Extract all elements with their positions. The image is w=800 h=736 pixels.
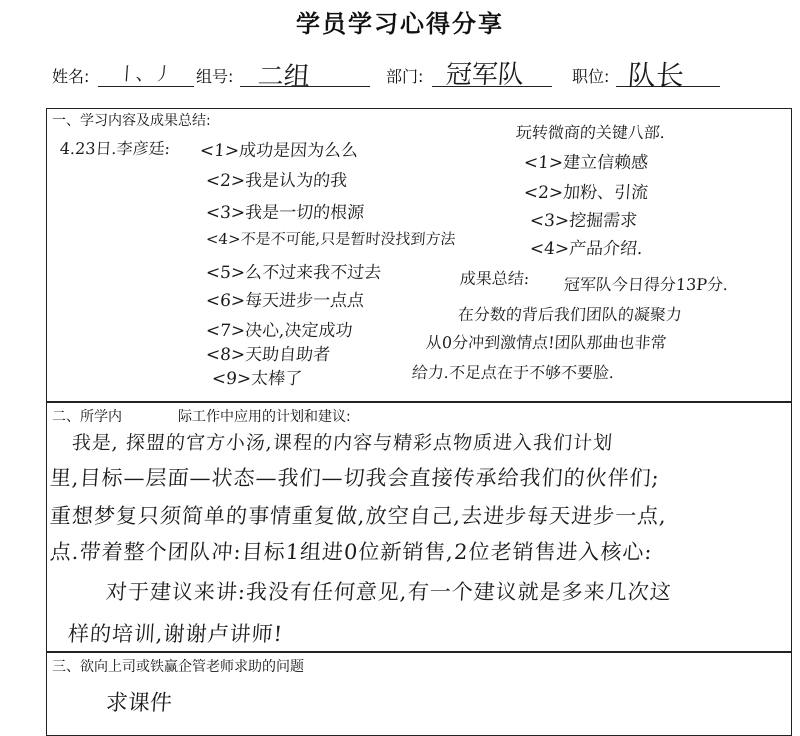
plan-line: 我是, 探盟的官方小汤,课程的内容与精彩点物质进入我们计划	[71, 432, 614, 454]
name-underline	[98, 86, 194, 87]
result-line: 在分数的背后我们团队的凝聚力	[457, 305, 683, 324]
study-date-line: 4.23日.李彦廷:	[59, 139, 171, 158]
section-1-title: 一、学习内容及成果总结:	[52, 110, 211, 130]
study-item: <6>每天进步一点点	[205, 291, 365, 311]
group-label: 组号:	[196, 67, 234, 86]
result-label: 成果总结:	[459, 269, 531, 288]
study-item: <2>我是认为的我	[205, 171, 348, 191]
help-request-answer: 求课件	[104, 691, 173, 716]
position-value: 队长	[626, 59, 686, 92]
study-item: <3>我是一切的根源	[205, 203, 365, 223]
result-line: 从0分冲到激情点!团队那曲也非常	[425, 333, 668, 352]
right-item: <4>产品介绍.	[529, 239, 644, 259]
position-label: 职位:	[572, 67, 610, 86]
study-item: <5>么不过来我不过去	[205, 263, 382, 283]
plan-line: 对于建议来讲:我没有任何意见,有一个建议就是多来几次这	[105, 580, 673, 604]
name-value: 丨、丿	[117, 64, 173, 85]
right-item: <2>加粉、引流	[523, 183, 649, 203]
plan-line: 重想梦复只须简单的事情重复做,放空自己,去进步每天进步一点,	[49, 504, 668, 528]
study-item: <9>太棒了	[211, 369, 303, 389]
result-line: 给力.不足点在于不够不要脸.	[411, 363, 615, 382]
section-3-title: 三、欲向上司或铁赢企管老师求助的问题	[52, 656, 304, 676]
right-heading: 玩转微商的关键八部.	[515, 123, 666, 142]
name-label: 姓名:	[52, 67, 90, 86]
plan-line: 里,目标—层面—状态—我们—切我会直接传承给我们的伙伴们;	[49, 466, 661, 490]
group-value: 二组	[256, 62, 311, 92]
right-item: <1>建立信赖感	[523, 153, 649, 173]
study-item: <1>成功是因为么么	[199, 141, 359, 161]
plan-line: 样的培训,谢谢卢讲师!	[67, 622, 284, 646]
study-item: <4>不是不可能,只是暂时没找到方法	[205, 230, 457, 248]
dept-label: 部门:	[386, 67, 424, 86]
form-title: 学员学习心得分享	[296, 10, 504, 38]
section-2-title-part2: 际工作中应用的计划和建议:	[178, 406, 351, 426]
section-2-title-part1: 二、所学内	[52, 406, 122, 426]
right-item: <3>挖掘需求	[529, 211, 638, 231]
plan-line: 点.带着整个团队冲:目标1组进0位新销售,2位老销售进入核心:	[49, 540, 654, 564]
dept-value: 冠军队	[444, 60, 525, 90]
result-score: 冠军队今日得分13P分.	[563, 275, 729, 294]
study-item: <7>决心,决定成功	[205, 321, 354, 341]
study-item: <8>天助自助者	[205, 345, 331, 365]
